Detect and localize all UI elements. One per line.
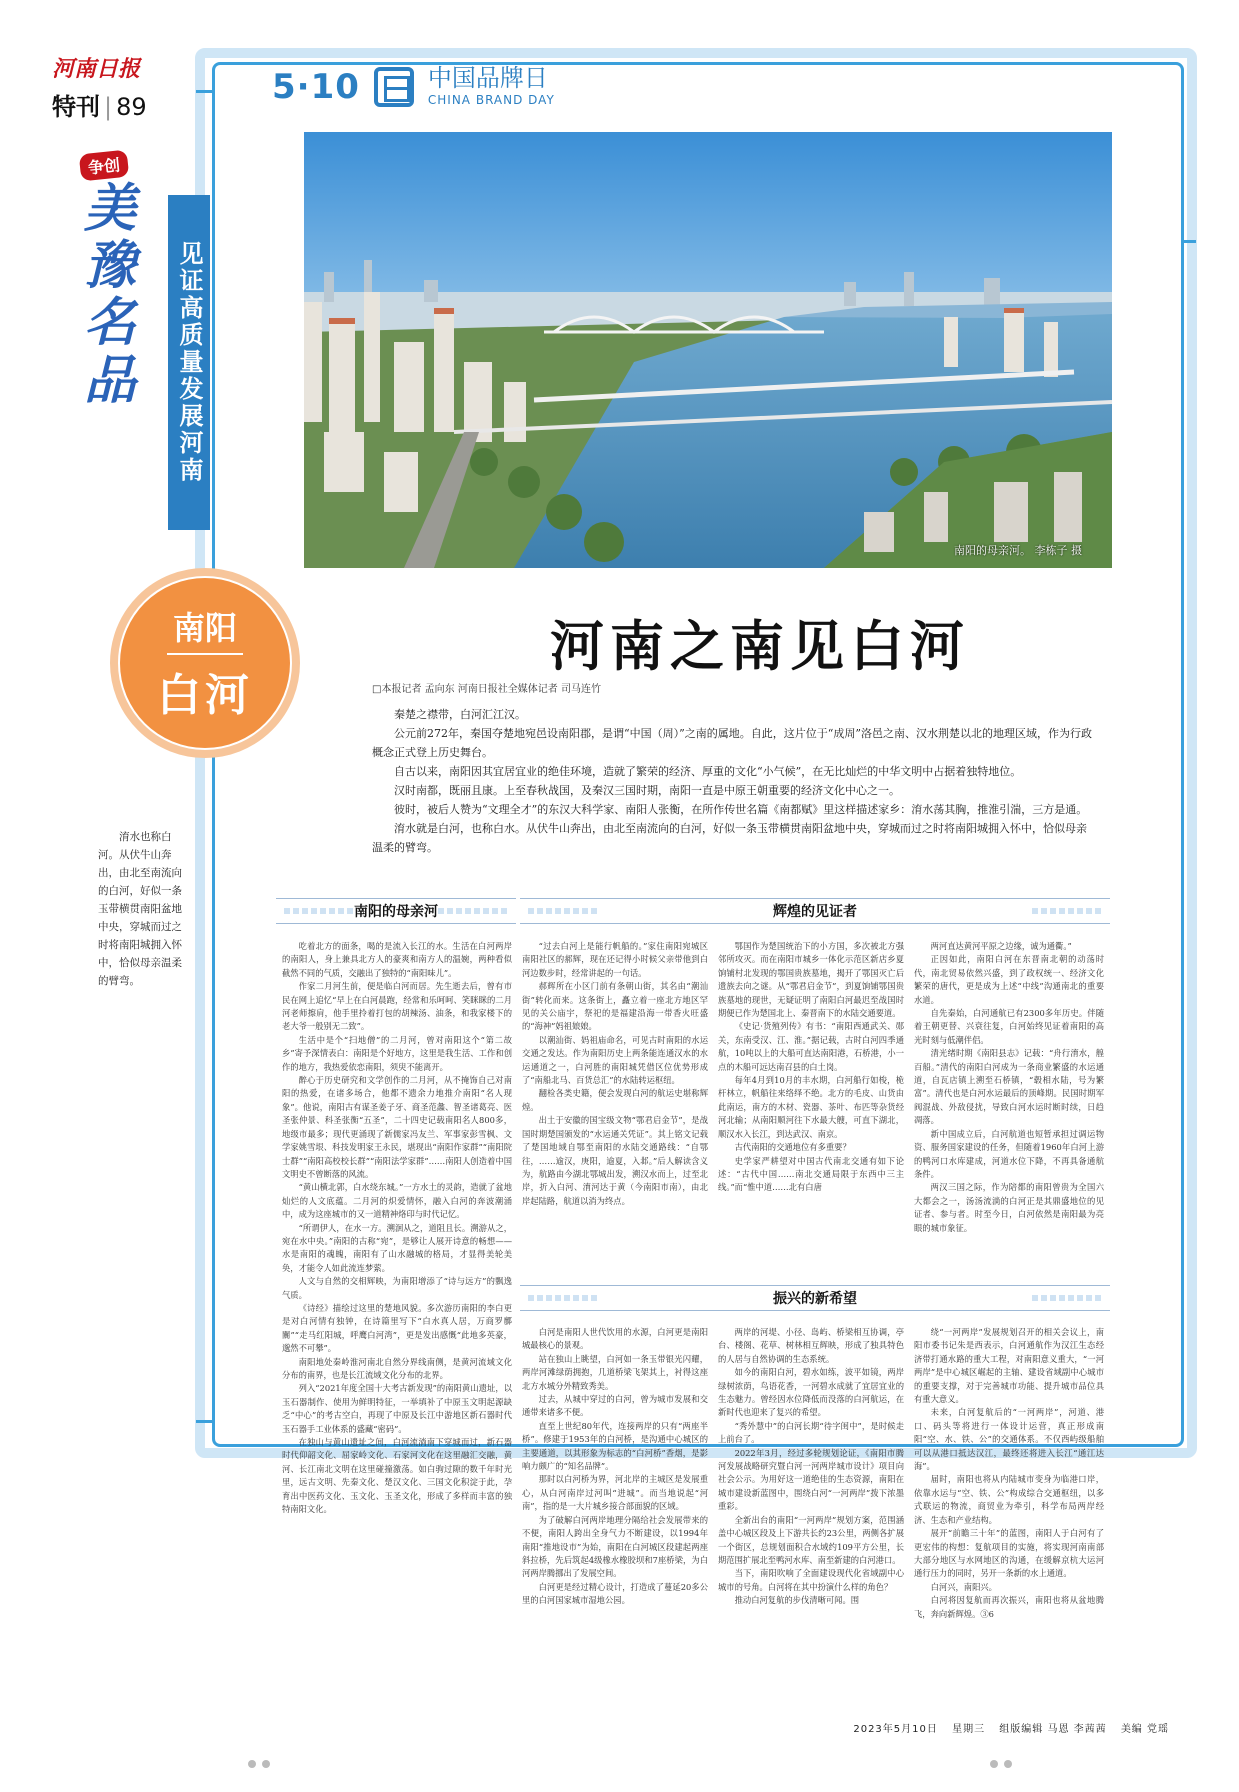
body-paragraph: 两岸的河堤、小径、岛屿、桥梁相互协调，亭台、楼阁、花草、树林相互辉映，形成了独具特色的人居与自然协调的生态系统。 xyxy=(718,1327,904,1364)
body-paragraph: 吃着北方的面条，喝的是流入长江的水。生活在白河两岸的南阳人，身上兼具北方人的豪爽和南方人的温婉，两种看似截然不同的气质，交融出了独特的“南阳味儿”。 xyxy=(282,941,512,978)
intro-paragraph: 淯水就是白河，也称白水。从伏牛山奔出，由北至南流向的白河，好似一条玉带横贯南阳盆地中央，穿城而过之时将南阳城拥入怀中，恰似母亲温柔的臂弯。 xyxy=(372,822,1087,854)
body-paragraph: 在独山与黄山遗址之间，白河流淌南下穿城而过，新石器时代仰韶文化、屈家岭文化、石家河文化在这里融汇交融，黄河、长江南北文明在这里碰撞激荡。如白驹过隙的数千年时光里，远古文明、先秦文化、楚汉文化、三国文化积淀于此，孕育出中医药文化、玉文化、玉圣文化，形成了多样而丰富的独特南阳文化。 xyxy=(282,1437,512,1515)
column-revival-2 xyxy=(718,1326,904,1698)
brand-day-date: 5·10 xyxy=(272,66,360,107)
body-paragraph: 生活中是个“扫地僧”的二月河，曾对南阳这个“第二故乡”寄予深情表白：南阳是个好地方，这里是我生活、工作和创作的地方，我热爱依恋南阳，须臾不能离开。 xyxy=(282,1034,512,1072)
locale-badge xyxy=(120,578,290,748)
body-paragraph: 出土于安徽的国宝级文物“鄂君启金节”，是战国时期楚国颁发的“水运通关凭证”。其上铭文记载了楚国地域自鄂至南阳的水陆交通路线：“自鄂往，……逾汉，庚阳，逾夏，入邶。”后人解读含义为，航路由今湖北鄂城出发，溯汉水而上，过至北岸，折入白河、淯河达于黄（今南阳市南），由北岸起陆路，航道以消为终点。 xyxy=(522,1115,708,1206)
intro-paragraph: 公元前272年，秦国夺楚地宛邑设南阳郡，是谓“中国（周）”之南的属地。自此，这片位于“成周”洛邑之南、汉水荆楚以北的地理区域，作为行政概念正式登上历史舞台。 xyxy=(372,727,1092,759)
masthead xyxy=(52,52,147,122)
brand-logo-icon xyxy=(374,67,414,107)
body-paragraph: 鄂国作为楚国统治下的小方国，多次被北方强邻所攻灭。而在南阳市城乡一体化示范区新店乡夏饷铺村北发现的鄂国贵族墓地，揭开了鄂国灭亡后遗族去向之谜。从“鄂君启金节”，到夏饷铺鄂国贵族墓地的现世，无疑证明了南阳白河最迟至战国时期便已作为楚国北上、秦晋南下的水陆交通要道。 xyxy=(718,941,904,1019)
locale-city: 南阳 xyxy=(167,603,243,655)
body-paragraph: 两河直达黄河平原之边缘，诚为通衢。” xyxy=(930,941,1072,951)
section-title-mother-river: 南阳的母亲河 xyxy=(276,898,516,924)
intro-paragraph: 秦楚之襟带，白河汇江汉。 xyxy=(394,708,526,721)
body-paragraph: 列入“2021年度全国十大考古新发现”的南阳黄山遗址，以玉石器制作、使用为鲜明特征，一举填补了中原玉文明起源缺乏“中心”的考古空白，再现了中原及长江中游地区新石器时代玉石器手工业体系的盛藏“密码”。 xyxy=(282,1383,512,1434)
body-paragraph: 《诗经》描绘过这里的楚地风貌。多次游历南阳的李白更是对白河情有独钟，在诗篇里写下“白水真人居，万商罗鄽闤”“走马红阳城，呼鹰白河湾”，更是发出感慨“此地多英豪，邈然不可攀”。 xyxy=(282,1302,512,1354)
column-witness-1 xyxy=(522,940,708,1275)
body-paragraph: “秀外慧中”的白河长期“待字闺中”，是时候走上前台了。 xyxy=(718,1420,904,1445)
series-tag: 争创 xyxy=(79,150,130,182)
column-revival-3 xyxy=(914,1326,1104,1698)
registration-dot xyxy=(1004,1760,1012,1768)
body-paragraph: “黄山横北郭，白水绕东城。”一方水土的灵韵，造就了盆地灿烂的人文底蕴。二月河的炽爱情怀，融入白河的奔波潮涌中，成为这座城市的又一道精神烙印与时代记忆。 xyxy=(282,1182,512,1220)
footer-weekday: 星期三 xyxy=(952,1724,986,1735)
body-paragraph: 古代南阳的交通地位有多重要？ xyxy=(734,1142,851,1153)
body-paragraph: 绕“一河两岸”发展规划召开的相关会议上，南阳市委书记朱是西表示，白河通航作为汉江生态经济带打通水路的重大工程，对南阳意义重大，“一河两岸”是中心城区崛起的主轴、建设省域副中心城市的重要支撑，对于完善城市功能、提升城市品位具有重大意义。 xyxy=(914,1327,1104,1405)
body-paragraph: 自先秦始，白河通航已有2300多年历史。伴随着王朝更替、兴衰往复，白河始终见证着南阳的高光时刻与低潮伴侣。 xyxy=(914,1008,1104,1045)
page-number: 89 xyxy=(116,93,147,121)
registration-dot xyxy=(248,1760,256,1768)
body-paragraph: 正因如此，南阳白河在东晋南北朝的动荡时代，南北贸易依然兴盛，到了政权统一、经济文化繁荣的唐代，更是成为上述“中线”沟通南北的重要水道。 xyxy=(914,954,1104,1005)
body-paragraph: 作家二月河生前，便是临白河而居。先生逝去后，曾有市民在网上追忆“早上在白河晨跑，经常和乐呵呵、笑眯眯的二月河老师擦肩，他手里拎着打包的胡辣汤、油条，和我家楼下的老大爷一般别无二致”。 xyxy=(282,981,512,1032)
river-city-illustration xyxy=(304,132,1112,568)
body-paragraph: 新中国成立后，白河航道也短暂承担过调运物资、服务国家建设的任务，但随着1960年白河上游的鸭河口水库建成，河道水位下降，不再具备通航条件。 xyxy=(914,1128,1104,1179)
body-paragraph: 白河更是经过精心设计，打造成了蔓延20多公里的白河国家城市湿地公园。 xyxy=(522,1581,708,1606)
body-paragraph: 史学家严耕望对中国古代南北交通有如下论述：“古代中国……南北交通局限于东西中三主线。”而“惟中道……北有白唐 xyxy=(718,1155,904,1193)
body-paragraph: 展开“前瞻三十年”的蓝图，南阳人于白河有了更宏伟的构想：复航项目的实施，将实现河南南部大部分地区与水网地区的沟通，在缓解京杭大运河通行压力的同时，另开一条新的水上通道。 xyxy=(914,1528,1104,1579)
section-name: 特刊 xyxy=(52,93,100,121)
body-paragraph: 白河兴，南阳兴。 xyxy=(930,1581,997,1592)
pull-quote-text: 淯水也称白河。从伏牛山奔出，由北至南流向的白河，好似一条玉带横贯南阳盆地中央，穿城而过之时将南阳城拥入怀中，恰似母亲温柔的臂弯。 xyxy=(98,831,182,987)
body-paragraph: 如今的南阳白河，碧水如练，波平如镜，两岸绿树浓荫，鸟语花香，一河碧水成就了宜居宜业的生态魅力。曾经因水位降低而没落的白河航运，在新时代也迎来了复兴的希望。 xyxy=(718,1367,904,1418)
body-paragraph: 白河将因复航而再次振兴，南阳也将从盆地腾飞，奔向新辉煌。③6 xyxy=(914,1595,1104,1619)
brand-day-logo xyxy=(272,66,555,107)
pull-quote xyxy=(98,828,192,990)
series-subtitle: 见证高质量发展河南 xyxy=(168,195,210,530)
body-paragraph: 当下，南阳吹响了全面建设现代化省域副中心城市的号角。白河将在其中扮演什么样的角色？ xyxy=(718,1568,904,1592)
body-paragraph: 南阳地处秦岭淮河南北自然分界线南侧，是黄河流域文化分布的南界，也是长江流域文化分布的北界。 xyxy=(282,1356,512,1380)
column-witness-3 xyxy=(914,940,1104,1275)
body-paragraph: “所谓伊人，在水一方。溯洄从之，道阻且长。溯游从之，宛在水中央。”南阳的古称“宛”，是够让人展开诗意的畅想——水是南阳的魂魄，南阳有了山水融城的格局，才显得美轮美奂，才能令人如此流连梦萦。 xyxy=(282,1222,512,1273)
body-paragraph: 为了破解白河两岸地理分隔给社会发展带来的不便，南阳人跨出全身气力不断建设，以1994年南阳“推地设市”为始，南阳在白河城区段建起两座斜拉桥，先后筑起4级橡水橡胶坝和7座桥梁，为白河两岸腾挪出了发展空间。 xyxy=(522,1514,708,1579)
footer-date: 2023年5月10日 xyxy=(853,1724,938,1735)
body-paragraph: 翻检各类史籍，便会发现白河的航运史堪称辉煌。 xyxy=(522,1088,708,1112)
registration-dot xyxy=(990,1760,998,1768)
column-witness-2 xyxy=(718,940,904,1275)
body-paragraph: “过去白河上是能行帆船的。”家住南阳宛城区南阳社区的郝辉，现在还记得小时候父亲带他到白河边数步时，经常讲起的一句话。 xyxy=(522,941,708,978)
brand-day-en: CHINA BRAND DAY xyxy=(427,93,555,107)
body-paragraph: 2022年3月，经过多轮规划论证，《南阳市腾河发展战略研究暨白河一河两岸城市设计》项目向社会公示。为用好这一道绝佳的生态资源，南阳在城市建设新蓝图中，围绕白河“一河两岸”拨下浓墨重彩。 xyxy=(718,1447,904,1512)
section-title-revival: 振兴的新希望 xyxy=(520,1285,1110,1311)
frame-tick xyxy=(196,1420,212,1423)
body-paragraph: 人文与自然的交相辉映，为南阳增添了“诗与远方”的飘逸气质。 xyxy=(282,1276,512,1300)
body-paragraph: 醉心于历史研究和文学创作的二月河，从不掩饰自己对南阳的热爱，在诸多场合，他都不遗余力地推介南阳“名人现象”。他说，南阳古有谋圣姜子牙、商圣范蠡、智圣诸葛亮、医圣张仲景、科圣张衡“五圣”，二十四史记载南阳名人800多，地级市最多；现代更涌现了新儒家冯友兰、军事家彭雪枫、文学家姚雪垠、科技发明家王永民，堪现出“南阳作家群”“南阳院士群”“南阳高校校长群”“南阳法学家群”……南阳人创造着中国文明史不曾断落的风流。 xyxy=(282,1075,512,1179)
issue-separator: | xyxy=(104,93,113,121)
frame-tick xyxy=(1184,240,1196,243)
intro-paragraph: 自古以来，南阳因其宜居宜业的绝佳环境，造就了繁荣的经济、厚重的文化“小气候”，在无比灿烂的中华文明中占据着独特地位。 xyxy=(394,765,1022,778)
body-paragraph: 推动白河复航的步伐清晰可闻。围 xyxy=(734,1595,860,1606)
hero-photo xyxy=(304,132,1112,568)
body-paragraph: 每年4月到10月的丰水期，白河船行如梭，桅杆林立，帆船往来络绎不绝。北方的毛皮、山货由此南运，南方的木材、瓷器、茶叶、布匹等杂货经河北输；从南阳顺河往下水最大艘，可直下湖北，顺汉水入长江，到达武汉、南京。 xyxy=(718,1075,904,1139)
body-paragraph: 郝辉所在小区门前有条朝山街，其名由“潮汕街”转化而来。这条街上，矗立着一座北方地区罕见的关公庙宇，祭祀的是福建沿海一带香火旺盛的“海神”妈祖娘娘。 xyxy=(522,981,708,1032)
article-title: 河南之南见白河 xyxy=(550,614,970,678)
series-title: 美豫名品 xyxy=(83,178,136,411)
footer-editors: 组版编辑 马恩 李茜茜 xyxy=(999,1724,1107,1735)
column-revival-1 xyxy=(522,1326,708,1698)
body-paragraph: 两汉三国之际，作为陪都的南阳曾贵为全国六大都会之一，汤汤流淌的白河正是其鼎盛地位的见证者、参与者。时至今日，白河依然是南阳最为亮眼的城市象征。 xyxy=(914,1182,1104,1233)
body-paragraph: 届时，南阳也将从内陆城市变身为临港口岸，依靠水运与“空、铁、公”构成综合交通枢纽，以多式联运的物流，商贸业为牵引，科学布局两岸经济、生态和产业结构。 xyxy=(914,1474,1104,1525)
body-paragraph: 未来，白河复航后的“一河两岸”，河道、港口、码头等将进行一体设计运营，真正形成南阳“空、水、铁、公”的交通体系。不仅西屿级船舶可以从港口抵达汉江，最终还将进入长江“通江达海”。 xyxy=(914,1407,1104,1472)
registration-dot xyxy=(262,1760,270,1768)
body-paragraph: 站在独山上眺望，白河如一条玉带银光闪耀，两岸河滩绿荫拥抱，几道桥梁飞架其上，衬得这座北方水城分外精致秀美。 xyxy=(522,1353,708,1391)
body-paragraph: 白河是南阳人世代饮用的水源，白河更是南阳城最核心的景观。 xyxy=(522,1327,708,1351)
intro-paragraph: 彼时，被后人赞为“文理全才”的东汉大科学家、南阳人张衡，在所作传世名篇《南都赋》里这样描述家乡：淯水荡其胸，推淮引湍，三方是通。 xyxy=(394,803,1088,816)
locale-river: 白河 xyxy=(157,670,253,721)
brand-day-text xyxy=(428,66,555,107)
footer-designer: 美编 党瑶 xyxy=(1120,1724,1169,1735)
body-paragraph: 清光绪时期《南阳县志》记载：“舟行淯水，艎百船。”清代的南阳白河成为一条商业繁盛的水运通道，自瓦店镇上溯至石桥镇，“毂相水陆，号为繁富”。清代也是白河水运最后的顶峰期。民国时期军阀混战、外敌侵扰，导致白河水运时断时续，日趋凋落。 xyxy=(914,1048,1104,1126)
hero-caption: 南阳的母亲河。 李栋子 摄 xyxy=(954,544,1082,557)
frame-tick xyxy=(196,90,212,93)
body-paragraph: 以潮汕街、妈祖庙命名，可见古时南阳的水运交通之发达。作为南阳历史上两条能连通汉水的水运通道之一，白河胜的南阳城凭借区位优势形成了“南船北马、百货总汇”的水陆转运枢纽。 xyxy=(522,1034,708,1086)
paper-name: 河南日报 xyxy=(52,56,141,82)
body-paragraph: 过去，从城中穿过的白河，曾为城市发展和交通带来诸多不便。 xyxy=(522,1394,708,1418)
page-footer xyxy=(843,1720,1169,1735)
article-byline: □本报记者 孟向东 河南日报社全媒体记者 司马连竹 xyxy=(372,684,601,695)
section-title-witness: 辉煌的见证者 xyxy=(520,898,1110,924)
body-paragraph: 直至上世纪80年代，连接两岸的只有“两座半桥”。修建于1953年的白河桥，是沟通中心城区的主要通道，以其形象为标志的“白河桥”香烟，是影响力颇广的“知名品牌”。 xyxy=(522,1420,708,1472)
body-paragraph: 全新出台的南阳“一河两岸”规划方案，范围涵盖中心城区段及上下游共长约23公里，两侧各扩展一个街区，总规划面积合水域约109平方公里，长期范围扩展北至鸭河水库、南至新建的白河港口。 xyxy=(718,1514,904,1565)
brand-day-cn: 中国品牌日 xyxy=(427,64,548,92)
body-paragraph: 《史记·货殖列传》有书：“南阳西通武关、郧关，东南受汉、江、淮。”据记载，古时白河四季通航，10吨以上的大船可直达南阳港，石桥港，小一点的木船可远达南召县的白土岗。 xyxy=(718,1021,904,1072)
issue-line xyxy=(52,87,147,122)
article-intro xyxy=(372,705,1092,857)
column-mother-river xyxy=(282,940,512,1700)
body-paragraph: 那时以白河桥为界，河北岸的主城区是发展重心，从白河南岸过河叫“进城”。而当地说起“河南”，指的是一大片城乡接合部面貌的区域。 xyxy=(522,1474,708,1512)
intro-paragraph: 汉时南都，既丽且康。上至春秋战国，及秦汉三国时期，南阳一直是中原王朝重要的经济文化中心之一。 xyxy=(394,784,900,797)
